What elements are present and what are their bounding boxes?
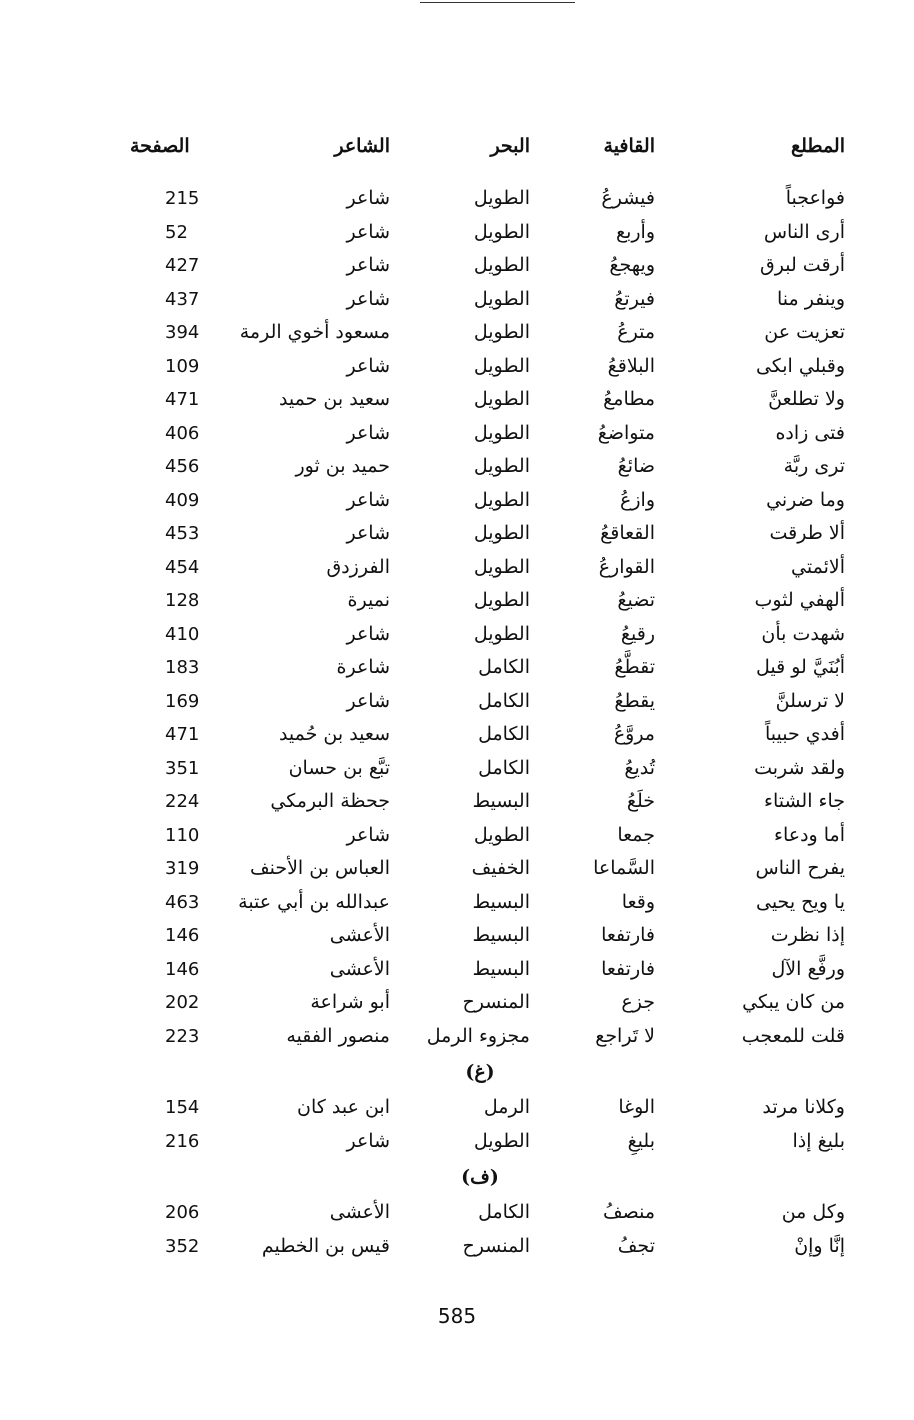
meter-cell: البسيط [472, 890, 530, 913]
meter-cell: الطويل [473, 455, 530, 477]
poet-cell: شاعر [346, 187, 390, 209]
poet-cell: شاعر [346, 354, 390, 377]
page-cell: 169 [165, 690, 200, 712]
poet-cell: منصور الفقيه [286, 1024, 390, 1047]
table-row [120, 249, 845, 283]
page-cell: 471 [165, 389, 200, 410]
opening-cell: أرقت لبرق [760, 254, 845, 276]
meter-cell: الطويل [473, 589, 530, 611]
table-row [120, 417, 845, 451]
page-cell: 128 [165, 590, 200, 611]
table-row [120, 350, 845, 384]
table-row [120, 718, 845, 752]
meter-cell: المنسرح [462, 1234, 530, 1257]
opening-cell: ولقد شربت [754, 756, 845, 779]
page-cell: 427 [165, 255, 200, 276]
meter-cell: الرمل [483, 1096, 530, 1118]
page-cell: 437 [165, 288, 200, 310]
opening-cell: جاء الشتاء [764, 790, 845, 812]
header-meter: البحر [490, 135, 530, 157]
meter-cell: الطويل [473, 187, 530, 209]
section-letter: (غ) [465, 1061, 495, 1083]
opening-cell: لا ترسلنَّ [775, 689, 845, 712]
table-row [120, 1020, 845, 1054]
rhyme-cell: البلاقعُ [607, 354, 655, 377]
meter-cell: الطويل [473, 1129, 530, 1152]
meter-cell: الكامل [478, 689, 530, 712]
poet-cell: الأعشى [329, 924, 390, 946]
table-row [120, 651, 845, 685]
page-cell: 183 [165, 657, 200, 678]
opening-cell: يا ويح يحيى [755, 890, 845, 913]
poet-cell: شاعر [346, 254, 390, 276]
opening-cell: ألا طرقت [769, 522, 845, 544]
opening-cell: ألائمتي [791, 555, 845, 578]
poet-cell: شاعر [346, 1129, 390, 1152]
page-cell: 110 [165, 824, 200, 846]
opening-cell: أما ودعاء [774, 823, 845, 846]
table-row [120, 953, 845, 987]
rhyme-cell: فيرتعُ [614, 287, 655, 310]
page-cell: 406 [165, 422, 200, 444]
table-row [120, 283, 845, 317]
page-cell: 463 [165, 891, 200, 913]
rhyme-cell: خلَعُ [626, 790, 655, 812]
header-rhyme: القافية [603, 135, 655, 157]
page-number: 585 [437, 1304, 477, 1328]
meter-cell: الطويل [473, 321, 530, 343]
section-heading [120, 1053, 845, 1091]
rhyme-cell: مترعُ [617, 321, 655, 343]
rhyme-cell: فارتفعا [601, 924, 655, 946]
table-row [120, 484, 845, 518]
rhyme-cell: وأربع [615, 220, 655, 243]
poet-cell: جحظة البرمكي [270, 790, 390, 812]
header-page: الصفحة [130, 135, 190, 157]
poet-cell: شاعر [346, 622, 390, 645]
page-cell: 202 [165, 992, 200, 1013]
page-cell: 352 [165, 1235, 200, 1257]
poet-cell: سعيد بن حُميد [278, 723, 390, 745]
table-row [120, 1196, 845, 1230]
poet-cell: العباس بن الأحنف [249, 857, 390, 879]
opening-cell: إنَّا وإنْ [794, 1234, 845, 1257]
page-cell: 52 [165, 221, 188, 243]
table-body [120, 182, 845, 1263]
opening-cell: وقبلي ابكى [755, 354, 845, 377]
meter-cell: الطويل [473, 622, 530, 645]
page-cell: 146 [165, 925, 200, 946]
opening-cell: تعزيت عن [764, 321, 845, 343]
poet-cell: عبدالله بن أبي عتبة [238, 890, 390, 913]
opening-cell: وينفر منا [776, 287, 845, 310]
table-row [120, 216, 845, 250]
rhyme-cell: ويهجعُ [609, 254, 655, 276]
poet-cell: شاعرة [336, 656, 390, 678]
meter-cell: الطويل [473, 220, 530, 243]
page-cell: 456 [165, 456, 200, 477]
table-row [120, 316, 845, 350]
opening-cell: قلت للمعجب [741, 1024, 845, 1047]
page-cell: 471 [165, 724, 200, 745]
table-row [120, 852, 845, 886]
page-cell: 454 [165, 556, 200, 578]
meter-cell: الطويل [473, 354, 530, 377]
opening-cell: فواعجباً [785, 187, 845, 209]
top-rule [420, 2, 575, 3]
rhyme-cell: القعاقعُ [600, 522, 655, 544]
table-header [120, 130, 845, 182]
section-heading [120, 1158, 845, 1196]
table-row [120, 886, 845, 920]
page-cell: 154 [165, 1097, 200, 1118]
rhyme-cell: فارتفعا [601, 957, 655, 980]
opening-cell: ورفَّع الآل [771, 957, 845, 980]
rhyme-cell: تضيعُ [617, 589, 655, 611]
rhyme-cell: وازعُ [620, 488, 655, 511]
rhyme-cell: يقطعُ [614, 689, 655, 712]
poet-cell: شاعر [346, 689, 390, 712]
page-cell: 215 [165, 188, 200, 209]
table-row [120, 584, 845, 618]
meter-cell: البسيط [472, 790, 530, 812]
page-cell: 394 [165, 322, 200, 343]
poet-cell: سعيد بن حميد [278, 388, 390, 410]
page-cell: 453 [165, 523, 200, 544]
opening-cell: ألهفي لثوب [754, 589, 845, 611]
table-row [120, 752, 845, 786]
page-cell: 146 [165, 958, 200, 980]
poet-cell: الأعشى [329, 957, 390, 980]
poet-cell: قيس بن الخطيم [261, 1234, 390, 1257]
meter-cell: الطويل [473, 421, 530, 444]
rhyme-cell: متواضعُ [597, 421, 655, 444]
poetry-index-table [120, 130, 845, 1263]
page-cell: 224 [165, 791, 200, 812]
table-row [120, 785, 845, 819]
opening-cell: فتى زاده [775, 421, 845, 444]
meter-cell: الطويل [473, 522, 530, 544]
meter-cell: البسيط [472, 957, 530, 980]
page-cell: 216 [165, 1130, 200, 1152]
rhyme-cell: ضائعُ [617, 455, 655, 477]
poet-cell: شاعر [346, 488, 390, 511]
opening-cell: ولا تطلعنَّ [768, 388, 845, 410]
meter-cell: الكامل [478, 1201, 530, 1223]
meter-cell: البسيط [472, 924, 530, 946]
opening-cell: وما ضرني [766, 488, 845, 511]
rhyme-cell: مطامعُ [603, 388, 655, 410]
rhyme-cell: فيشرعُ [601, 187, 655, 209]
meter-cell: المنسرح [462, 991, 530, 1013]
meter-cell: الكامل [478, 756, 530, 779]
page-cell: 351 [165, 757, 200, 779]
opening-cell: أبُنَيَّ لو قيل [755, 656, 845, 678]
table-row [120, 618, 845, 652]
meter-cell: الخفيف [471, 857, 530, 879]
table-row [120, 1230, 845, 1264]
opening-cell: بليغ إذا [792, 1129, 845, 1152]
rhyme-cell: تجفُ [617, 1234, 655, 1257]
opening-cell: من كان يبكي [742, 991, 845, 1013]
meter-cell: الطويل [473, 287, 530, 310]
meter-cell: الطويل [473, 254, 530, 276]
meter-cell: الطويل [473, 823, 530, 846]
poet-cell: حميد بن ثور [295, 455, 390, 477]
table-row [120, 182, 845, 216]
page-cell: 206 [165, 1202, 200, 1223]
opening-cell: إذا نظرت [770, 924, 845, 946]
page-cell: 223 [165, 1025, 200, 1047]
rhyme-cell: تقطَّعُ [614, 656, 655, 678]
opening-cell: وكلانا مرتد [762, 1096, 845, 1118]
poet-cell: تبَّع بن حسان [288, 756, 390, 779]
poet-cell: شاعر [346, 287, 390, 310]
poet-cell: ابن عبد كان [297, 1096, 390, 1118]
rhyme-cell: بليغِ [627, 1129, 655, 1152]
rhyme-cell: وقعا [621, 890, 655, 913]
header-opening: المطلع [790, 135, 845, 157]
opening-cell: يفرح الناس [755, 857, 845, 879]
rhyme-cell: جزع [621, 991, 655, 1013]
header-poet: الشاعر [334, 135, 390, 157]
page-cell: 109 [165, 355, 200, 377]
rhyme-cell: منصفُ [602, 1201, 655, 1223]
opening-cell: وكل من [781, 1201, 845, 1223]
poet-cell: نميرة [347, 589, 390, 611]
rhyme-cell: مروَّعُ [613, 723, 655, 745]
meter-cell: الكامل [478, 656, 530, 678]
table-row [120, 1125, 845, 1159]
poet-cell: مسعود أخوي الرمة [239, 321, 390, 343]
poet-cell: الفرزدق [326, 555, 390, 578]
poet-cell: أبو شراعة [310, 991, 390, 1013]
table-row [120, 986, 845, 1020]
rhyme-cell: القوارعُ [598, 555, 655, 578]
meter-cell: الكامل [478, 723, 530, 745]
meter-cell: الطويل [473, 555, 530, 578]
poet-cell: شاعر [346, 522, 390, 544]
table-row [120, 685, 845, 719]
opening-cell: شهدت بأن [761, 622, 845, 645]
rhyme-cell: السَّماعا [593, 857, 655, 879]
opening-cell: أرى الناس [763, 220, 845, 243]
opening-cell: ترى ربَّة [783, 455, 845, 477]
table-row [120, 551, 845, 585]
meter-cell: الطويل [473, 488, 530, 511]
meter-cell: الطويل [473, 388, 530, 410]
table-row [120, 383, 845, 417]
rhyme-cell: لا تَراجع [595, 1024, 655, 1047]
rhyme-cell: تُديعُ [624, 756, 655, 779]
table-row [120, 450, 845, 484]
table-row [120, 1091, 845, 1125]
page-cell: 319 [165, 858, 200, 879]
poet-cell: الأعشى [329, 1201, 390, 1223]
rhyme-cell: الوغا [618, 1096, 655, 1118]
table-row [120, 919, 845, 953]
poet-cell: شاعر [346, 823, 390, 846]
opening-cell: أفدي حبيباً [765, 723, 845, 745]
rhyme-cell: رقيعُ [620, 622, 655, 645]
poet-cell: شاعر [346, 421, 390, 444]
meter-cell: مجزوء الرمل [426, 1024, 530, 1047]
page-cell: 410 [165, 623, 200, 645]
rhyme-cell: جمعا [617, 823, 655, 846]
page-cell: 409 [165, 489, 200, 511]
poet-cell: شاعر [346, 220, 390, 243]
table-row [120, 517, 845, 551]
table-row [120, 819, 845, 853]
section-letter: (ف) [461, 1166, 499, 1188]
